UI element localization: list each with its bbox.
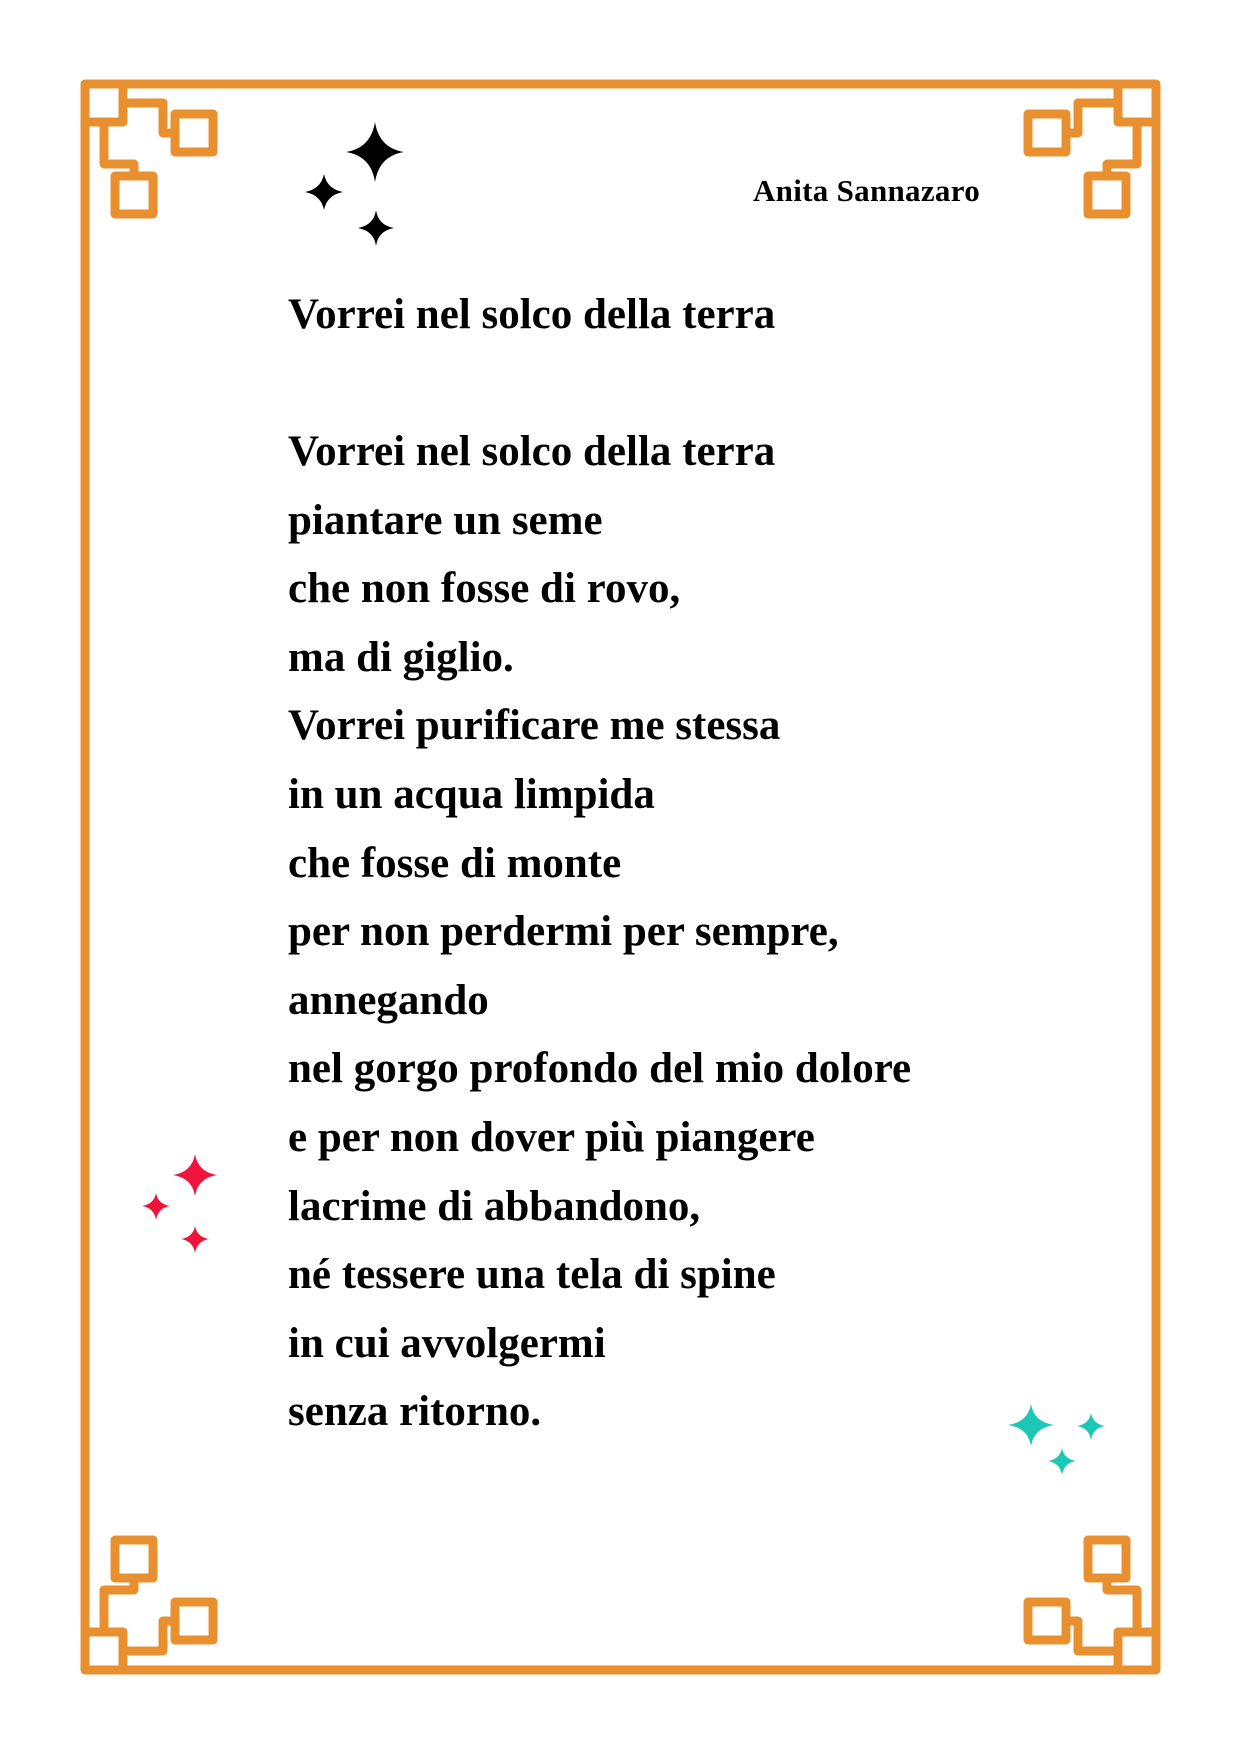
author-name: Anita Sannazaro xyxy=(753,173,980,208)
sparkles-top-black-icon xyxy=(300,118,410,253)
poem-line: che non fosse di rovo, xyxy=(288,565,681,613)
poem-line: in cui avvolgermi xyxy=(288,1319,606,1367)
greek-key-corner-icon xyxy=(85,1540,213,1670)
poem-line: senza ritorno. xyxy=(288,1388,542,1436)
greek-key-corner-icon xyxy=(1028,84,1156,214)
poem-line: Vorrei purificare me stessa xyxy=(288,702,781,750)
poem-line: lacrime di abbandono, xyxy=(288,1182,701,1230)
poem-line: per non perdermi per sempre, xyxy=(288,908,839,956)
greek-key-corner-icon xyxy=(85,84,213,214)
poem-line: annegando xyxy=(288,976,489,1024)
greek-key-corner-icon xyxy=(1028,1540,1156,1670)
poem-title: Vorrei nel solco della terra xyxy=(288,291,776,338)
poem-line: ma di giglio. xyxy=(288,633,514,681)
poem-line: nel gorgo profondo del mio dolore xyxy=(288,1045,912,1093)
poem-line: piantare un seme xyxy=(288,496,603,544)
sparkles-right-teal-icon xyxy=(1004,1400,1114,1485)
poem-body xyxy=(288,427,911,1456)
poem-line: né tessere una tela di spine xyxy=(288,1251,776,1299)
sparkles-left-red-icon xyxy=(138,1150,223,1260)
poem-line: in un acqua limpida xyxy=(288,770,655,818)
poem-line: che fosse di monte xyxy=(288,839,622,887)
poem-line: e per non dover più piangere xyxy=(288,1113,815,1161)
poem-line: Vorrei nel solco della terra xyxy=(288,428,776,475)
